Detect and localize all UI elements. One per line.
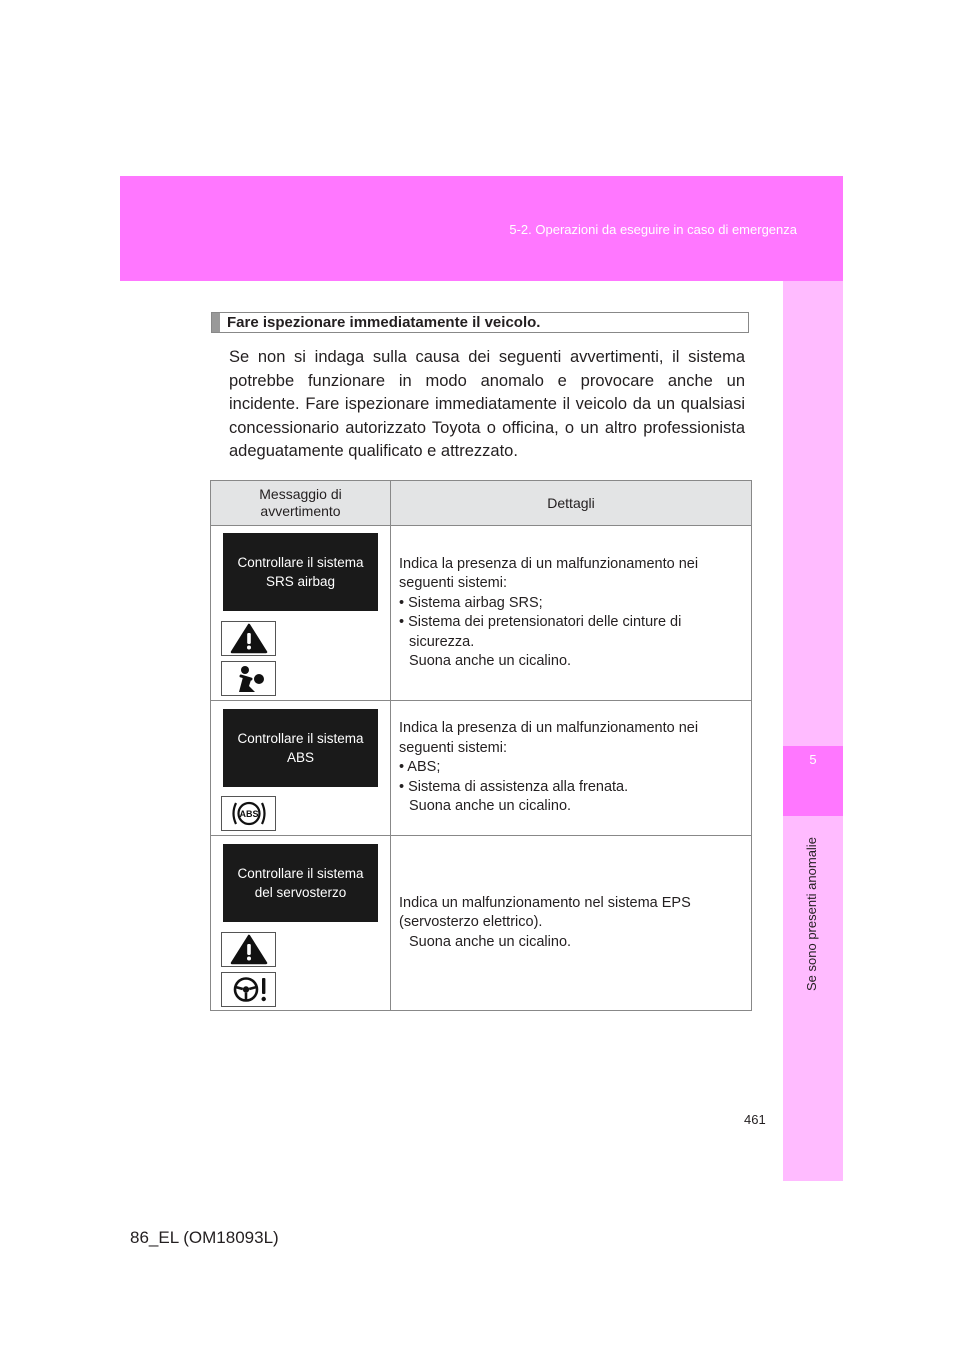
details-line: Suona anche un cicalino. <box>409 798 572 815</box>
display-line1: Controllare il sistema <box>237 731 364 746</box>
warning-triangle-icon <box>221 621 276 656</box>
header-band <box>120 176 843 281</box>
display-screen <box>223 709 378 787</box>
chapter-number: 5 <box>809 752 817 767</box>
display-line1: Controllare il sistema <box>237 555 364 570</box>
table-header-row <box>211 481 752 526</box>
message-cell <box>211 836 391 1011</box>
subheading-text: Fare ispezionare immediatamente il veicolo. <box>227 314 541 331</box>
display-screen <box>223 844 378 922</box>
display-line2: ABS <box>286 750 314 765</box>
display-line2: SRS airbag <box>265 574 336 589</box>
details-line: Indica un malfunzionamento nel sistema EPS <box>399 894 691 911</box>
display-line2: del servosterzo <box>254 885 347 900</box>
details-line: seguenti sistemi: <box>399 575 507 591</box>
chapter-label: Se sono presenti anomalie <box>804 837 819 991</box>
details-line: seguenti sistemi: <box>399 739 507 756</box>
details-line: Suona anche un cicalino. <box>409 933 572 950</box>
details-line: Suona anche un cicalino. <box>409 653 572 669</box>
abs-icon-text: ABS <box>238 809 259 819</box>
column-header-details: Dettagli <box>391 481 752 526</box>
details-cell <box>391 836 752 1011</box>
table-row <box>211 836 752 1011</box>
subheading <box>211 312 749 333</box>
message-cell <box>211 526 391 701</box>
details-cell <box>391 526 752 701</box>
warning-message-table <box>210 480 752 1011</box>
details-line: Indica la presenza di un malfunzionamento nei <box>399 720 699 737</box>
details-line: • ABS; <box>399 759 441 776</box>
table-row <box>211 526 752 701</box>
column-header-message-line2: avvertimento <box>260 503 341 519</box>
details-line: • Sistema airbag SRS; <box>399 594 543 611</box>
airbag-icon <box>221 661 276 696</box>
abs-icon <box>221 796 276 831</box>
details-line: • Sistema dei pretensionatori delle cinture di <box>399 614 682 630</box>
power-steering-icon <box>221 972 276 1007</box>
message-cell <box>211 701 391 836</box>
details-line: (servosterzo elettrico). <box>399 914 543 931</box>
body-paragraph: Se non si indaga sulla causa dei seguenti avvertimenti, il sistema potrebbe funzionare in modo anomalo e provocare anche un incidente. Fare ispezionare immediatamente il veicolo da un qualsiasi concessionario autorizzato Toyota o officina, o un altro professionista adeguatamente qualificato e attrezzato. <box>229 348 745 460</box>
display-screen <box>223 533 378 611</box>
details-line: • Sistema di assistenza alla frenata. <box>399 778 629 795</box>
table-row <box>211 701 752 836</box>
chapter-side-tab <box>783 281 843 1181</box>
column-header-message-line1: Messaggio di <box>259 486 342 502</box>
details-cell <box>391 701 752 836</box>
subheading-marker <box>212 313 220 332</box>
warning-triangle-icon <box>221 932 276 967</box>
details-line: Indica la presenza di un malfunzionamento nei <box>399 555 699 572</box>
model-code: 86_EL (OM18093L) <box>130 1228 279 1247</box>
column-header-message <box>211 481 391 526</box>
display-line1: Controllare il sistema <box>237 866 364 881</box>
chapter-number-box <box>783 746 843 816</box>
page-number: 461 <box>744 1112 766 1127</box>
section-title: 5-2. Operazioni da eseguire in caso di emergenza <box>509 222 797 237</box>
details-line: sicurezza. <box>409 633 475 650</box>
